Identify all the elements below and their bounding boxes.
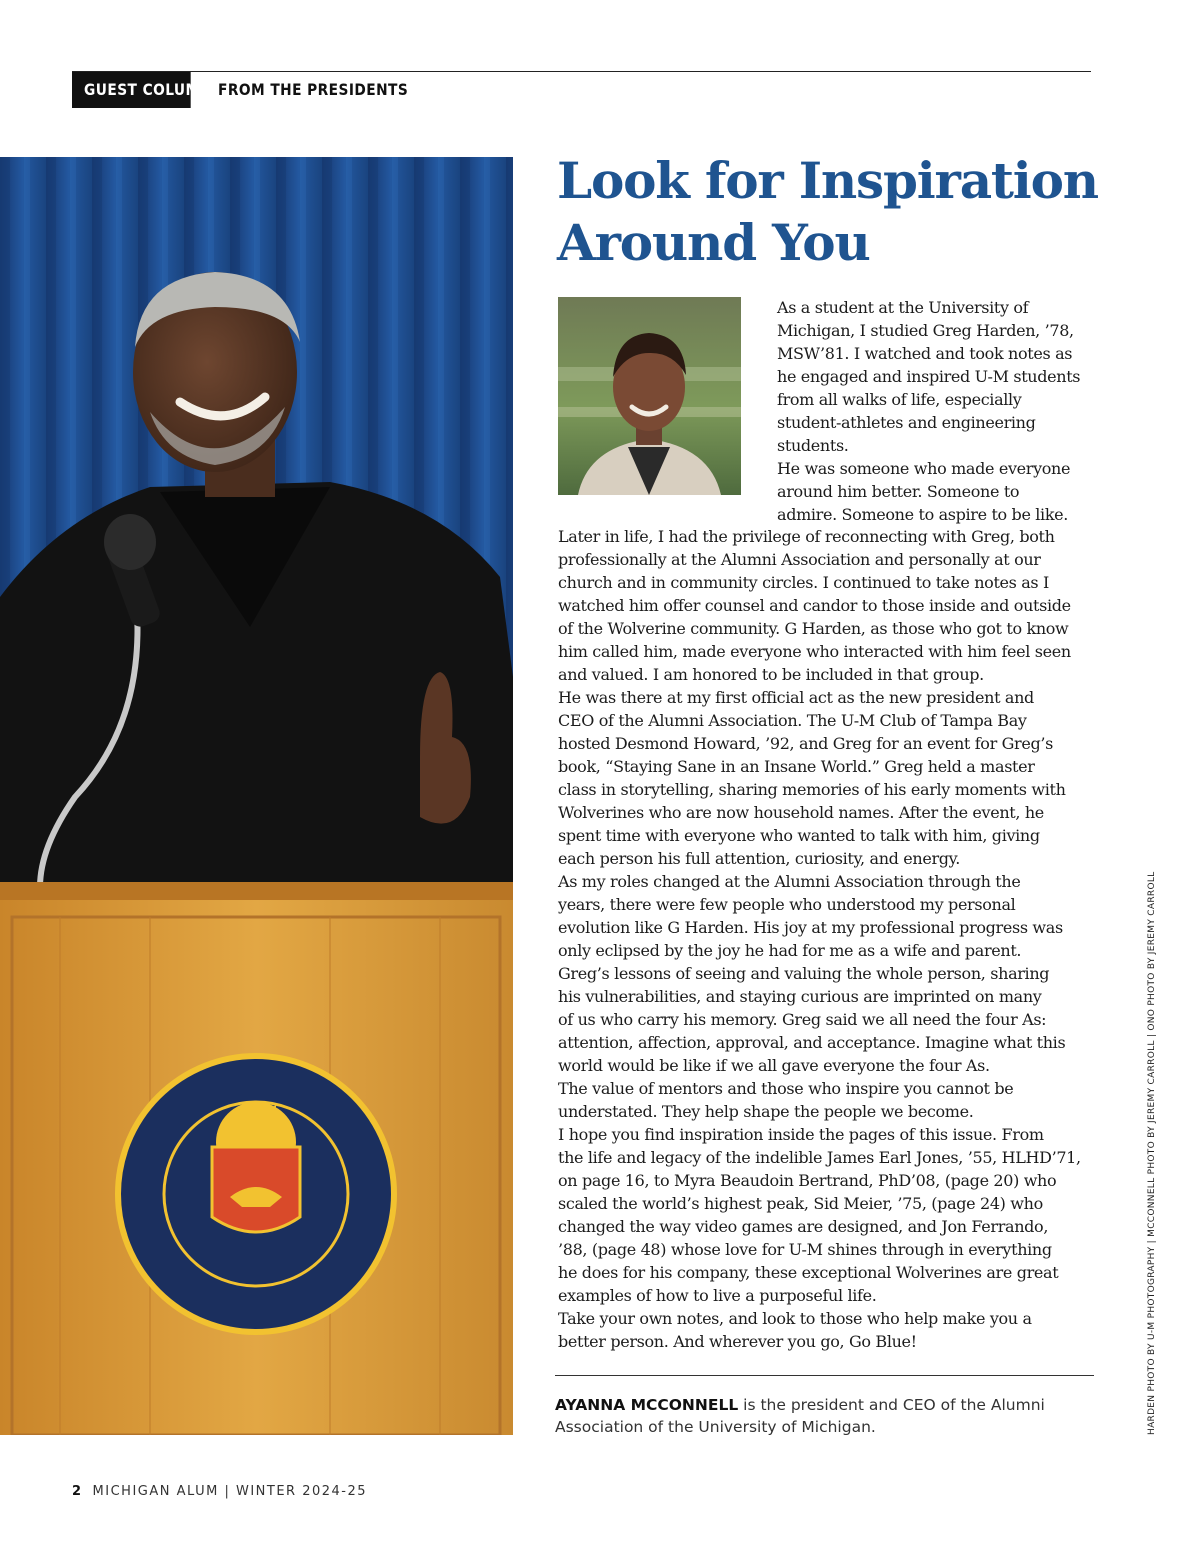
article-body: Later in life, I had the privilege of reconnecting with Greg, both professionally at the Alumni Association and personally at our church and in community circles. I continued to take notes as I watched him offer counsel and candor to those inside and outside of the Wolverine community. G Harden, as those who got to know him called him, made everyone who interacted with him feel seen and valued. I am honored to be included in that group. He was there at my first official act as the new president and CEO of the Alumni Association. The U-M Club of Tampa Bay hosted Desmond Howard, ’92, and Greg for an event for Greg’s book, “Staying Sane in an Insane World.” Greg held a master class in storytelling, sharing memories of his early moments with Wolverines who are now household names. After the event, he spent time with everyone who wanted to talk with him, giving each person his full attention, curiosity, and energy. As my roles changed at the Alumni Association through the years, there were few people who understood my personal evolution like G Harden. His joy at my professional progress was only eclipsed by the joy he had for me as a wife and parent. Greg’s lessons of seeing and valuing the whole person, sharing his vulnerabilities, and staying curious are imprinted on many of us who carry his memory. Greg said we all need the four As: attention, affection, approval, and acceptance. Imagine what this world would be like if we all gave everyone the four As. The value of mentors and those who inspire you cannot be understated. They help shape the people we become. I hope you find inspiration inside the pages of this issue. From the life and legacy of the indelible James Earl Jones, ’55, HLHD’71, on page 16, to Myra Beaudoin Bertrand, PhD’08, (page 20) who scaled the world’s highest peak, Sid Meier, ’75, (page 24) who changed the way video games are designed, and Jon Ferrando, ’88, (page 48) whose love for U-M shines through in everything he does for his company, these exceptional Wolverines are great examples of how to live a purposeful life. Take your own notes, and look to those who help make you a better person. And wherever you go, Go Blue! bbox=[558, 527, 1081, 1351]
harden-photo bbox=[0, 157, 513, 1435]
intro-paragraph: As a student at the University of Michigan, I studied Greg Harden, ’78, MSW’81. I watched and took notes as he engaged and inspired U-M students from all walks of life, especially student-athletes and engineering students. bbox=[777, 298, 1081, 455]
bio-rule bbox=[555, 1375, 1094, 1376]
title-line-2: Around You bbox=[557, 213, 870, 272]
mcconnell-headshot bbox=[558, 297, 741, 495]
article-title bbox=[557, 150, 1117, 274]
page-number: 2 bbox=[72, 1484, 83, 1499]
intro-paragraph-2: He was someone who made everyone around him better. Someone to admire. Someone to aspire to be like. bbox=[777, 459, 1071, 524]
author-name: AYANNA MCCONNELL bbox=[555, 1396, 739, 1414]
title-line-1: Look for Inspiration bbox=[557, 151, 1098, 210]
author-bio-text: is the president and CEO of the Alumni Association of the University of Michigan. bbox=[555, 1396, 1045, 1436]
publication-name: MICHIGAN ALUM | WINTER 2024-25 bbox=[92, 1484, 368, 1499]
photo-credit: HARDEN PHOTO BY U-M PHOTOGRAPHY | MCCONNELL PHOTO BY JEREMY CARROLL | ONO PHOTO BY JEREMY CARROLL bbox=[1147, 871, 1157, 1435]
page-footer bbox=[72, 1484, 367, 1499]
section-name: FROM THE PRESIDENTS bbox=[218, 80, 409, 99]
author-bio bbox=[555, 1394, 1075, 1438]
section-tag: GUEST COLUMN bbox=[72, 72, 191, 108]
